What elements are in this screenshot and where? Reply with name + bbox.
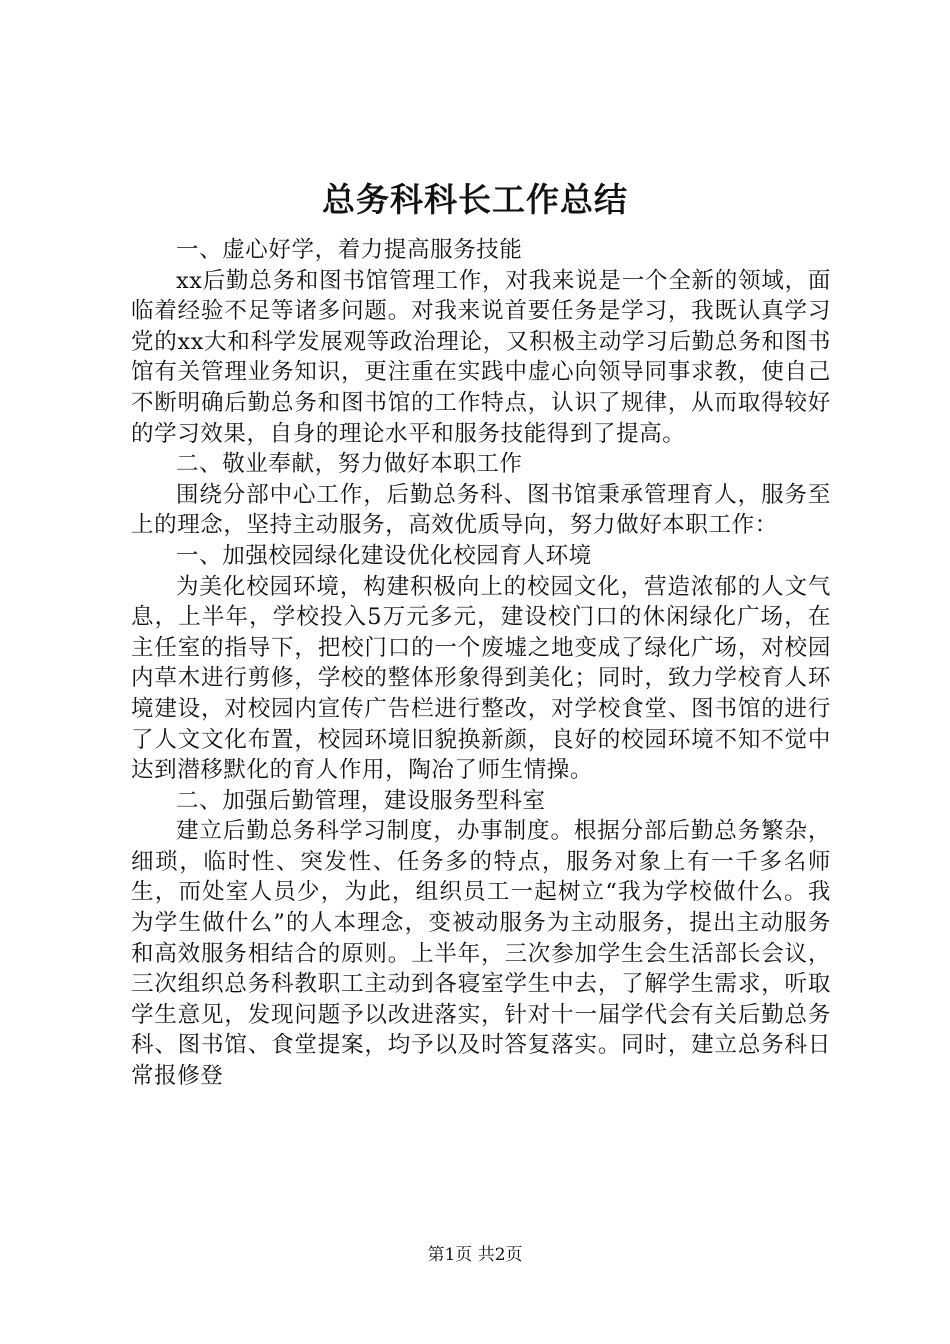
- body-paragraph: 建立后勤总务科学习制度，办事制度。根据分部后勤总务繁杂，细琐，临时性、突发性、任务多的特点，服务对象上有一千多名师生，而处室人员少，为此，组织员工一起树立“我为学校做什么。我为学生做什么”的人本理念，变被动服务为主动服务，提出主动服务和高效服务相结合的原则。上半年，三次参加学生会生活部长会议，三次组织总务科教职工主动到各寝室学生中去，了解学生需求，听取学生意见，发现问题予以改进落实，针对十一届学代会有关后勤总务科、图书馆、食堂提案，均予以及时答复落实。同时，建立总务科日常报修登: [131, 818, 831, 1090]
- body-paragraph: xx后勤总务和图书馆管理工作，对我来说是一个全新的领域，面临着经验不足等诸多问题。对我来说首要任务是学习，我既认真学习党的xx大和科学发展观等政治理论，又积极主动学习后勤总务和图书馆有关管理业务知识，更注重在实践中虚心向领导同事求教，使自己不断明确后勤总务和图书馆的工作特点，认识了规律，从而取得较好的学习效果，自身的理论水平和服务技能得到了提高。: [131, 267, 831, 447]
- body-paragraph: 围绕分部中心工作，后勤总务科、图书馆秉承管理育人，服务至上的理念，坚持主动服务，高效优质导向，努力做好本职工作：: [131, 481, 831, 539]
- document-title: 总务科科长工作总结: [322, 180, 628, 219]
- section-heading: 一、加强校园绿化建设优化校园育人环境: [176, 542, 592, 569]
- document-body: [131, 235, 831, 1092]
- section-heading: 二、加强后勤管理，建设服务型科室: [176, 787, 546, 814]
- section-heading: 二、敬业奉献，努力做好本职工作: [176, 451, 523, 478]
- page-footer: 第1页 共2页: [427, 1245, 523, 1265]
- body-paragraph: 为美化校园环境，构建积极向上的校园文化，营造浓郁的人文气息，上半年，学校投入5万元多元，建设校门口的休闲绿化广场，在主任室的指导下，把校门口的一个废墟之地变成了绿化广场，对校园内草木进行剪修，学校的整体形象得到美化；同时，致力学校育人环境建设，对校园内宣传广告栏进行整改，对学校食堂、图书馆的进行了人文文化布置，校园环境旧貌换新颜，良好的校园环境不知不觉中达到潜移默化的育人作用，陶冶了师生情操。: [131, 573, 831, 784]
- section-heading: 一、虚心好学，着力提高服务技能: [176, 237, 523, 263]
